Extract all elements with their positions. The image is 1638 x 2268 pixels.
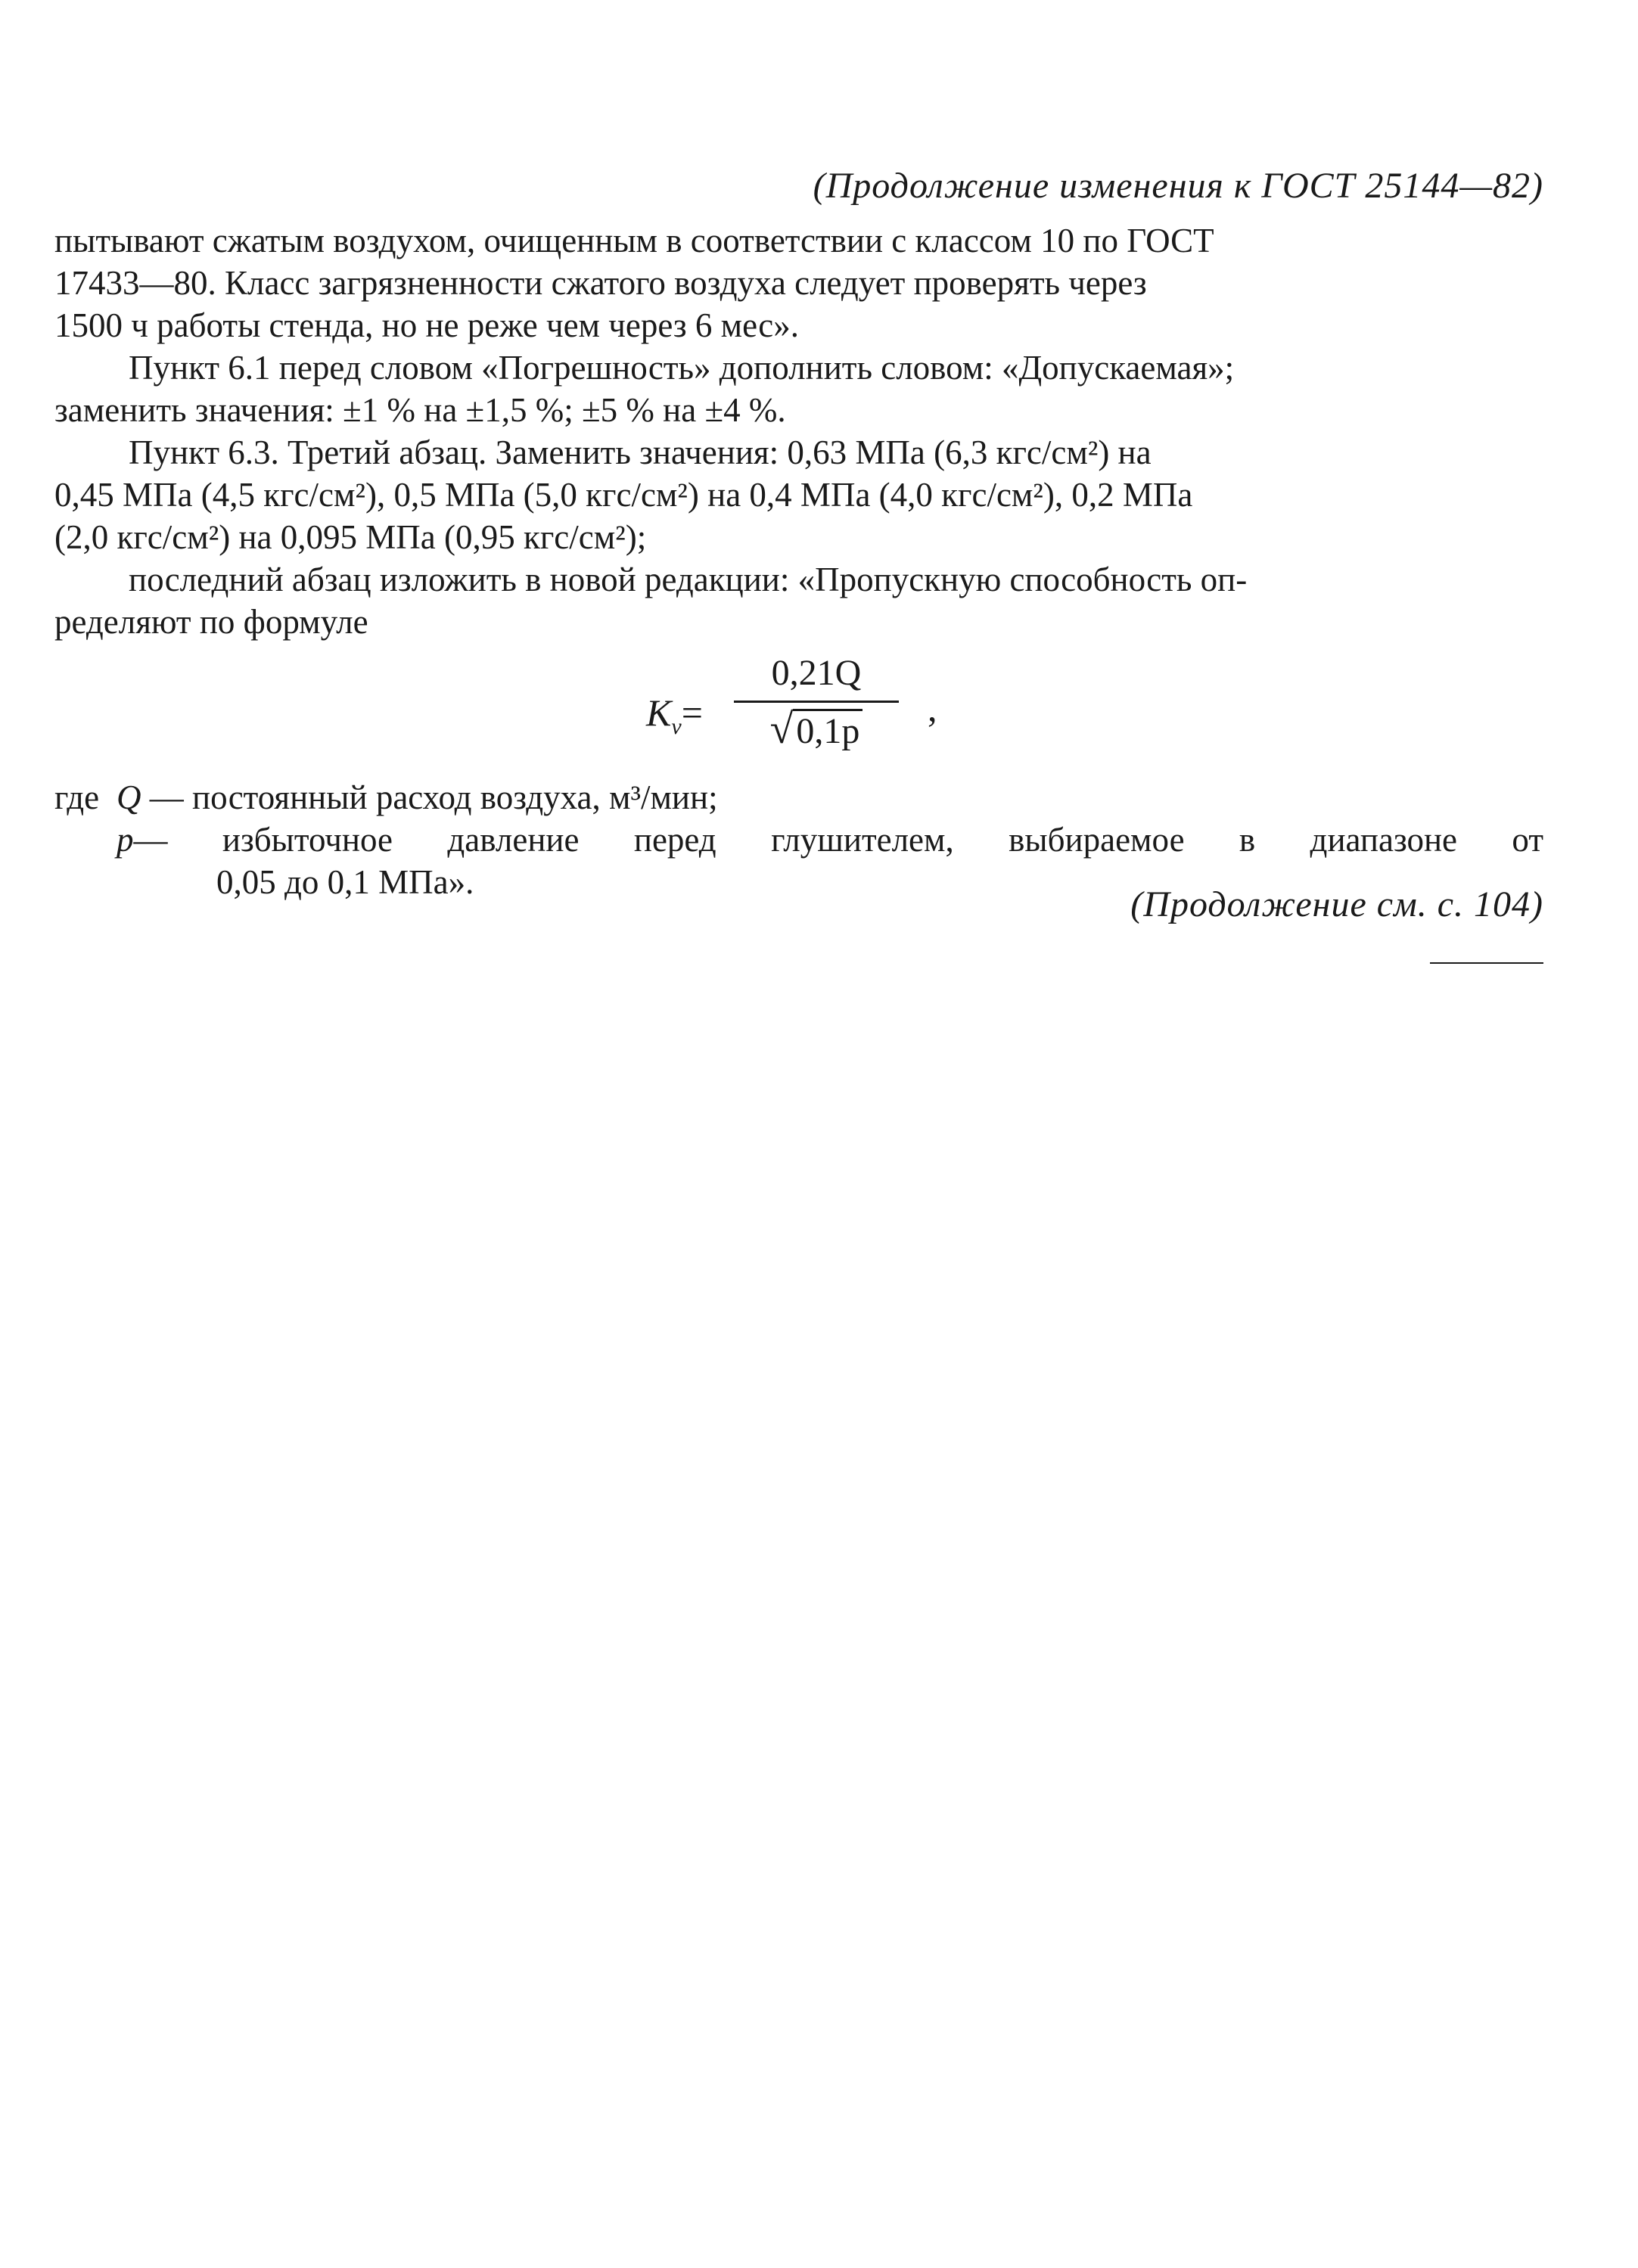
formula-equals-sign: = <box>681 691 703 734</box>
paragraph-3-line-3: (2,0 кгс/см²) на 0,095 МПа (0,95 кгс/см²); <box>54 518 647 556</box>
end-rule-divider <box>1430 962 1543 964</box>
document-page <box>54 0 1543 2268</box>
definition-p <box>54 819 1543 861</box>
paragraph-3-line-1: Пункт 6.3. Третий абзац. Заменить значения: 0,63 МПа (6,3 кгс/см²) на <box>129 433 1152 471</box>
formula-left-side <box>646 691 703 748</box>
paragraph-2-line-1: Пункт 6.1 перед словом «Погрешность» дополнить словом: «Допускаемая»; <box>129 349 1235 387</box>
continuation-footer: (Продолжение см. с. 104) <box>1130 884 1543 924</box>
flow-capacity-formula <box>54 649 1543 776</box>
formula-numerator: 0,21Q <box>771 653 862 693</box>
definition-p-symbol: p <box>117 821 134 859</box>
definition-q <box>54 776 1543 819</box>
paragraph-2-line-2: заменить значения: ±1 % на ±1,5 %; ±5 % на ±4 %. <box>54 391 786 429</box>
formula-trailing-comma: , <box>928 687 937 729</box>
formula-radicand: 0,1p <box>793 709 863 751</box>
definition-p-text: — избыточное давление перед глушителем, выбираемое в диапазоне от <box>133 821 1543 859</box>
formula-denominator <box>729 703 903 758</box>
formula-fraction <box>729 649 903 758</box>
document-body <box>54 219 1543 903</box>
definition-q-text: — постоянный расход воздуха, м³/мин; <box>141 778 718 816</box>
paragraph-1-line-3: 1500 ч работы стенда, но не реже чем через 6 мес». <box>54 306 799 344</box>
continuation-header: (Продолжение изменения к ГОСТ 25144—82) <box>813 166 1543 206</box>
where-word: где <box>54 778 100 816</box>
paragraph-1-line-2: 17433—80. Класс загрязненности сжатого воздуха следует проверять через <box>54 264 1147 302</box>
paragraph-4-line-2: ределяют по формуле <box>54 603 368 641</box>
square-root-icon: √ <box>769 706 794 753</box>
paragraph-4-line-1: последний абзац изложить в новой редакции: «Пропускную способность оп- <box>129 561 1248 598</box>
definition-q-symbol: Q <box>117 778 141 816</box>
paragraph-1-line-1: пытывают сжатым воздухом, очищенным в соответствии с классом 10 по ГОСТ <box>54 222 1214 259</box>
paragraph-3-line-2: 0,45 МПа (4,5 кгс/см²), 0,5 МПа (5,0 кгс/см²) на 0,4 МПа (4,0 кгс/см²), 0,2 МПа <box>54 476 1193 514</box>
definition-p-continuation: 0,05 до 0,1 МПа». <box>216 863 474 901</box>
formula-k-symbol: K <box>646 691 672 734</box>
formula-k-subscript: v <box>671 714 682 739</box>
